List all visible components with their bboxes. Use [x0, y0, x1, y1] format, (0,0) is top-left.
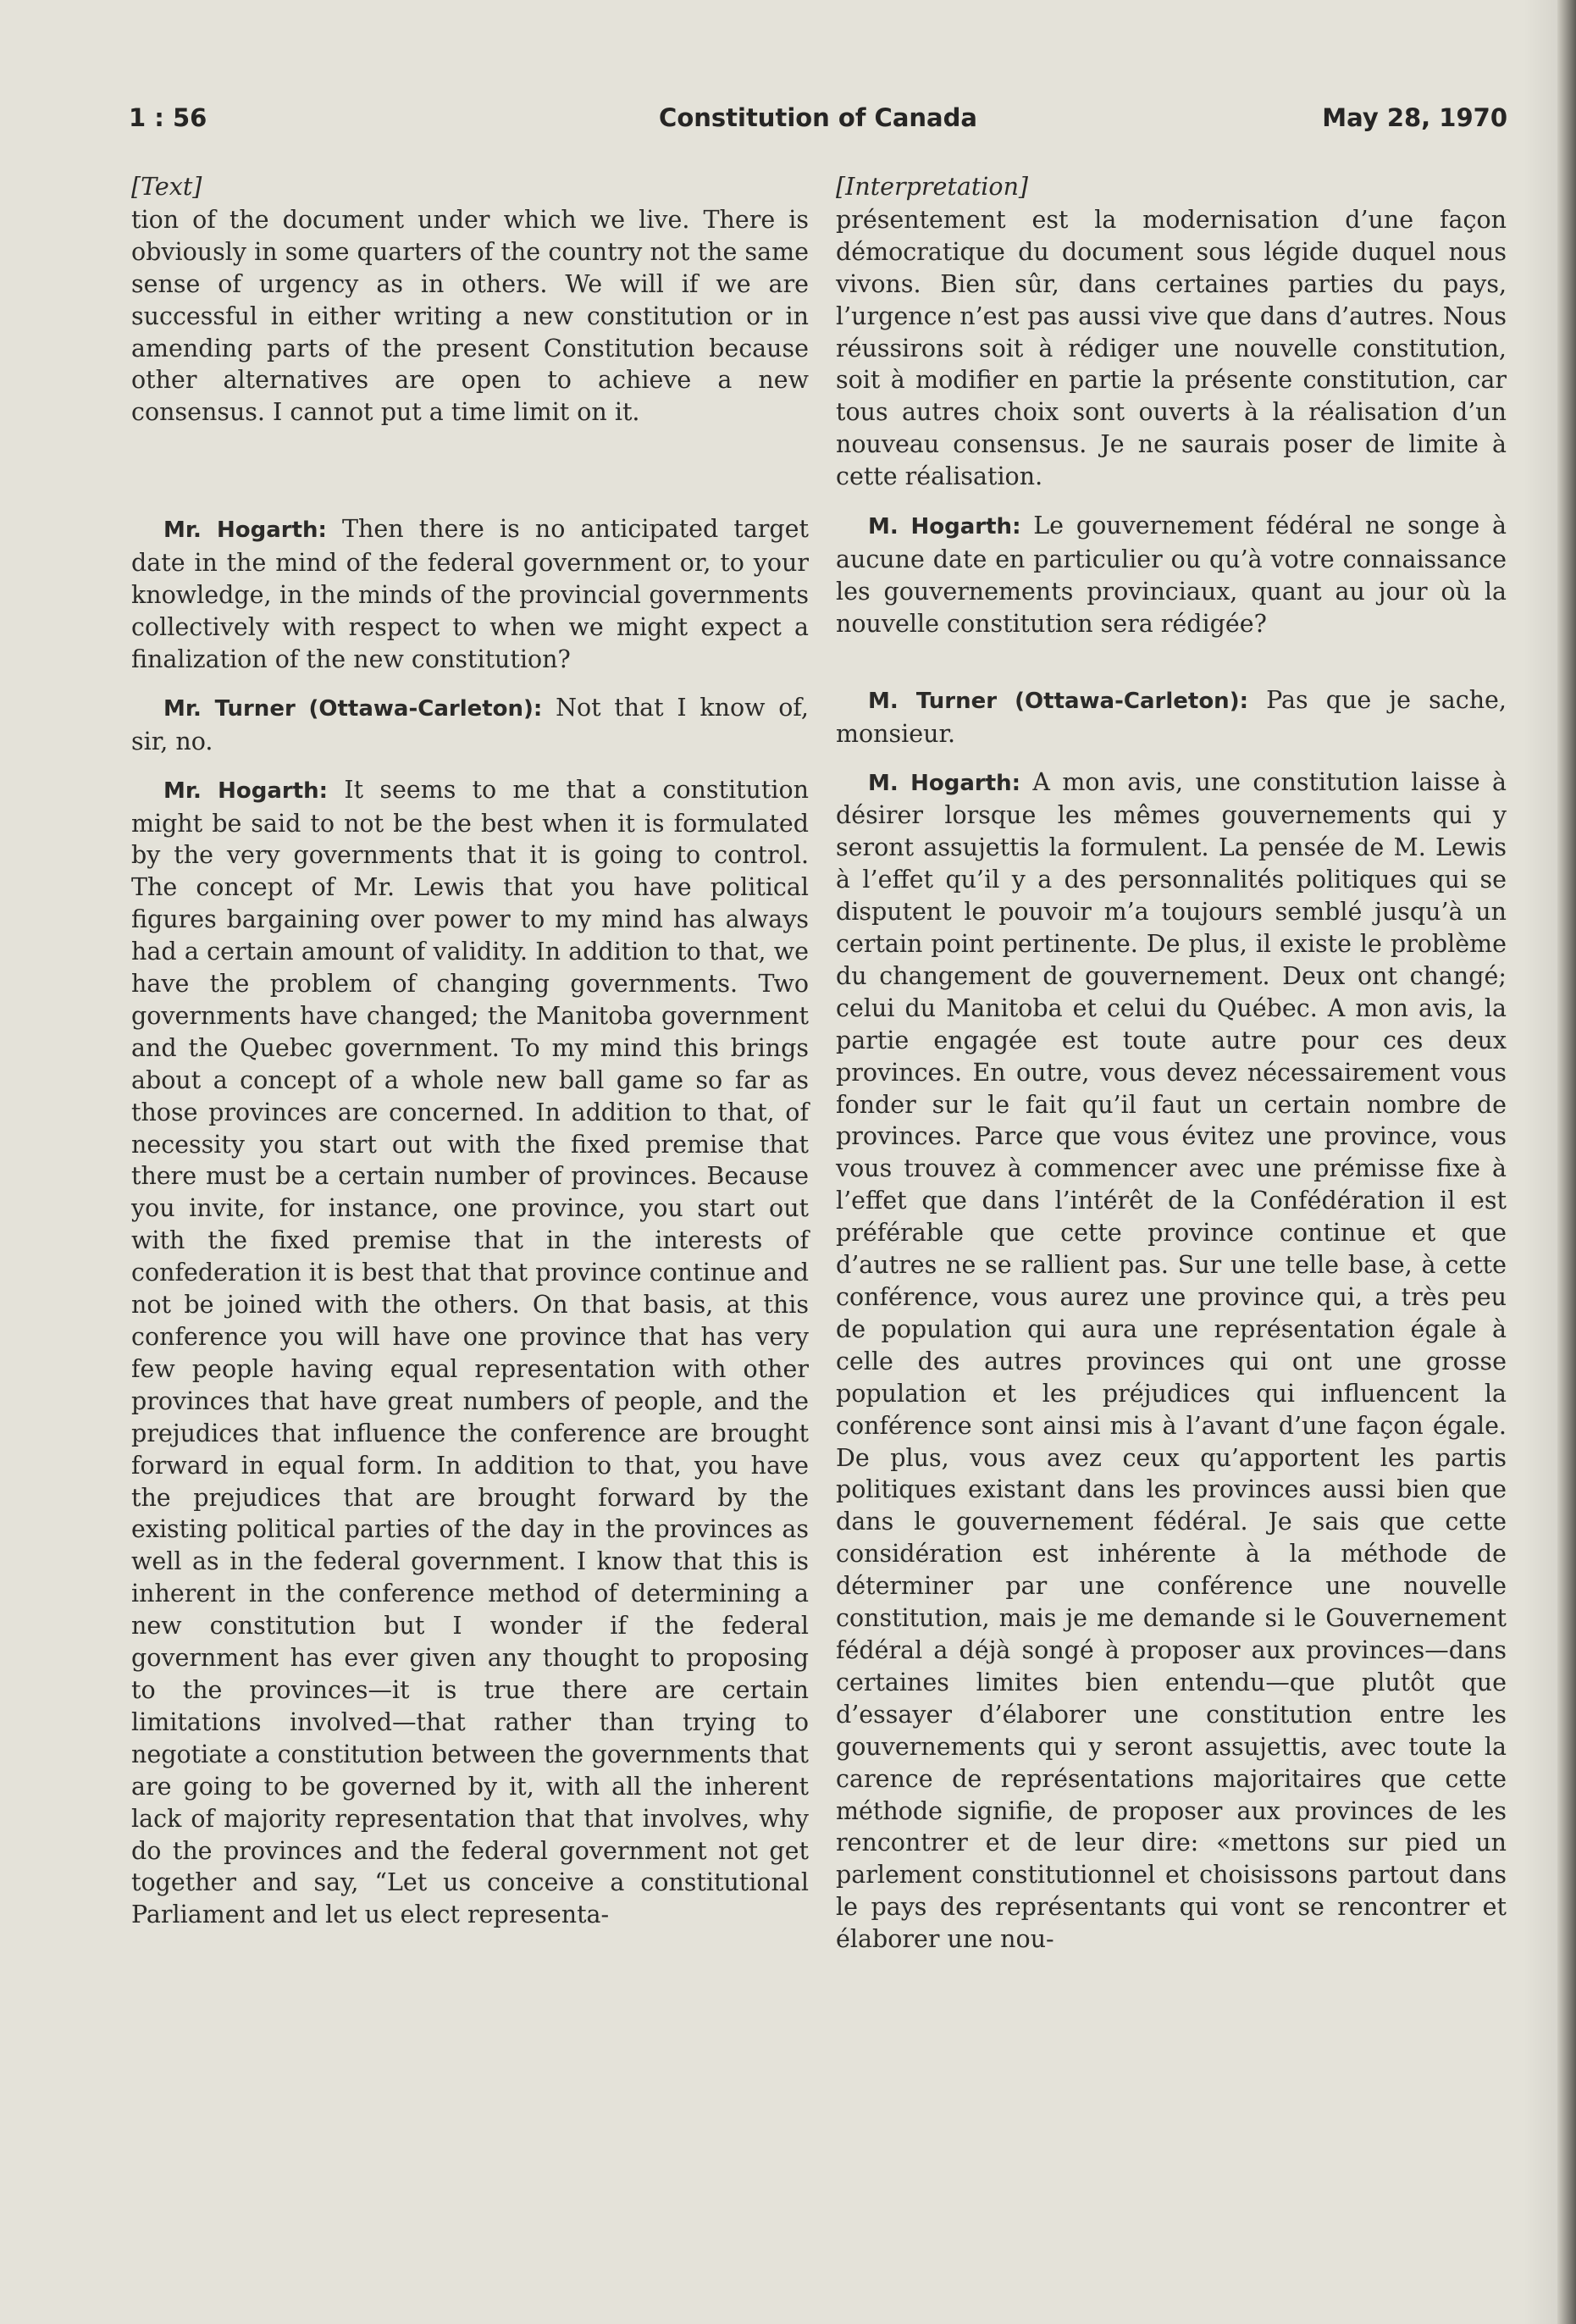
speaker-name: Mr. Hogarth:: [163, 777, 329, 804]
speech-hogarth-1: [836, 510, 1507, 640]
english-column: [131, 171, 809, 1931]
speaker-name: M. Turner (Ottawa-Carleton):: [868, 688, 1248, 714]
continued-paragraph: présentement est la modernisation d’une façon démocratique du document sous légide duquel nous vivons. Bien sûr, dans certaines parties du pays, l’urgence n’est pas aussi vive que dans d’autres. Nous réussirons soit à rédiger une nouvelle constitution, soit à modifier en partie la présente constitution, car tous autres choix sont ouverts à la réalisation d’un nouveau consensus. Je ne saurais poser de limite à cette réalisation.: [836, 205, 1507, 491]
speech-text: Le gouvernement fédéral ne songe à aucune date en particulier ou qu’à votre connaissance les gouvernements provinciaux, quant au jour où la nouvelle constitution sera rédigée?: [836, 512, 1507, 638]
speaker-name: Mr. Turner (Ottawa-Carleton):: [163, 695, 543, 722]
speech-text: A mon avis, une constitution laisse à désirer lorsque les mêmes gouvernements qui y seront assujettis la formulent. La pensée de M. Lewis à l’effet qu’il y a des personnalités politiques qui se disputent le pouvoir m’a toujours semblé jusqu’à un certain point pertinente. De plus, il existe le problème du changement de gouvernement. Deux ont changé; celui du Manitoba et celui du Québec. A mon avis, la partie engagée est toute autre pour ces deux provinces. En outre, vous devez nécessairement vous fonder sur le fait qu’il faut un certain nombre de provinces. Parce que vous évitez une province, vous vous trouvez à commencer avec une prémisse fixe à l’effet que dans l’intérêt de la Confédération il est préférable que cette province continue et que d’autres ne se rallient pas. Sur une telle base, à cette conférence, vous aurez une province qui, a très peu de population qui aura une représentation égale à celle des autres provinces qui ont une grosse population et les préjudices qui influencent la conférence sont ainsi mis à l’avant d’une façon égale. De plus, vous avez ceux qu’apportent les partis politiques existant dans les provinces aussi bien que dans le gouvernement fédéral. Je sais que cette considération est inhérente à la méthode de déterminer par une conférence une nouvelle constitution, mais je me demande si le Gouvernement fédéral a déjà songé à proposer aux provinces—dans certaines limites bien entendu—que plutôt que d’essayer d’élaborer une constitution entre les gouvernements qui y seront assujettis, avec toute la carence de représentations majoritaires que cette méthode signifie, de proposer aux provinces de les rencontrer et de leur dire: «mettons sur pied un parlement constitutionnel et choisissons partout dans le pays des représentants qui vont se rencontrer et élaborer une nou-: [836, 767, 1507, 1954]
speech-text: Then there is no anticipated target date in the mind of the federal government or, to your knowledge, in the minds of the provincial governments collectively with respect to when we might expect a finalization of the new constitution?: [131, 515, 809, 673]
spacer: [131, 676, 809, 692]
speech-turner-1: [836, 684, 1507, 750]
page-header: [129, 103, 1507, 141]
speech-text: It seems to me that a constitution might be said to not be the best when it is formulated by the very governments that it is going to control. The concept of Mr. Lewis that you have political figures bargaining over power to my mind has always had a certain amount of validity. In addition to that, we have the problem of changing governments. Two governments have changed; the Manitoba government and the Quebec government. To my mind this brings about a concept of a whole new ball game so far as those provinces are concerned. In addition to that, of necessity you start out with the fixed premise that there must be a certain number of provinces. Because you invite, for instance, one province, you start out with the fixed premise that in the interests of confederation it is best that that province continue and not be joined with the others. On that basis, at this conference you will have one province that has very few people having equal representation with other provinces that have great numbers of people, and the prejudices that influence the conference are brought forward in equal form. In addition to that, you have the prejudices that are brought forward by the existing political parties of the day in the provinces as well as in the federal government. I know that this is inherent in the conference method of determining a new constitution but I wonder if the federal government has ever given any thought to proposing to the provinces—it is true there are certain limitations involved—that rather than trying to negotiate a constitution between the governments that are going to be governed by it, with all the inherent lack of majority representation that that involves, why do the provinces and the federal government not get together and say, “Let us conceive a constitutional Parliament and let us elect representa-: [131, 775, 809, 1929]
column-label-interpretation: [Interpretation]: [836, 173, 1029, 201]
speech-hogarth-1: [131, 513, 809, 676]
speech-hogarth-2: [131, 774, 809, 1932]
spacer: [131, 758, 809, 774]
speech-text: Pas que je sache, monsieur.: [836, 685, 1507, 748]
speaker-name: Mr. Hogarth:: [163, 517, 327, 544]
speaker-name: M. Hogarth:: [868, 770, 1021, 796]
spacer: [836, 640, 1507, 684]
continued-paragraph: tion of the document under which we live. There is obviously in some quarters of the country not the same sense of urgency as in others. We will if we are successful in either writing a new constitution or in amending parts of the present Constitution because other alternatives are open to achieve a new consensus. I cannot put a time limit on it.: [131, 205, 809, 427]
page-edge: [1557, 0, 1576, 2324]
column-label-text: [Text]: [131, 173, 202, 201]
speaker-name: M. Hogarth:: [868, 514, 1021, 540]
spacer: [836, 750, 1507, 766]
speech-text: Not that I know of, sir, no.: [131, 693, 809, 755]
page-gutter-shadow: [1523, 0, 1557, 2324]
french-column: [836, 171, 1507, 1956]
speech-turner-1: [131, 692, 809, 758]
page-number: 1 : 56: [129, 103, 207, 132]
spacer: [131, 429, 809, 513]
page-date: May 28, 1970: [1322, 103, 1507, 132]
speech-hogarth-2: [836, 766, 1507, 1956]
running-title: Constitution of Canada: [659, 103, 977, 132]
spacer: [836, 493, 1507, 510]
